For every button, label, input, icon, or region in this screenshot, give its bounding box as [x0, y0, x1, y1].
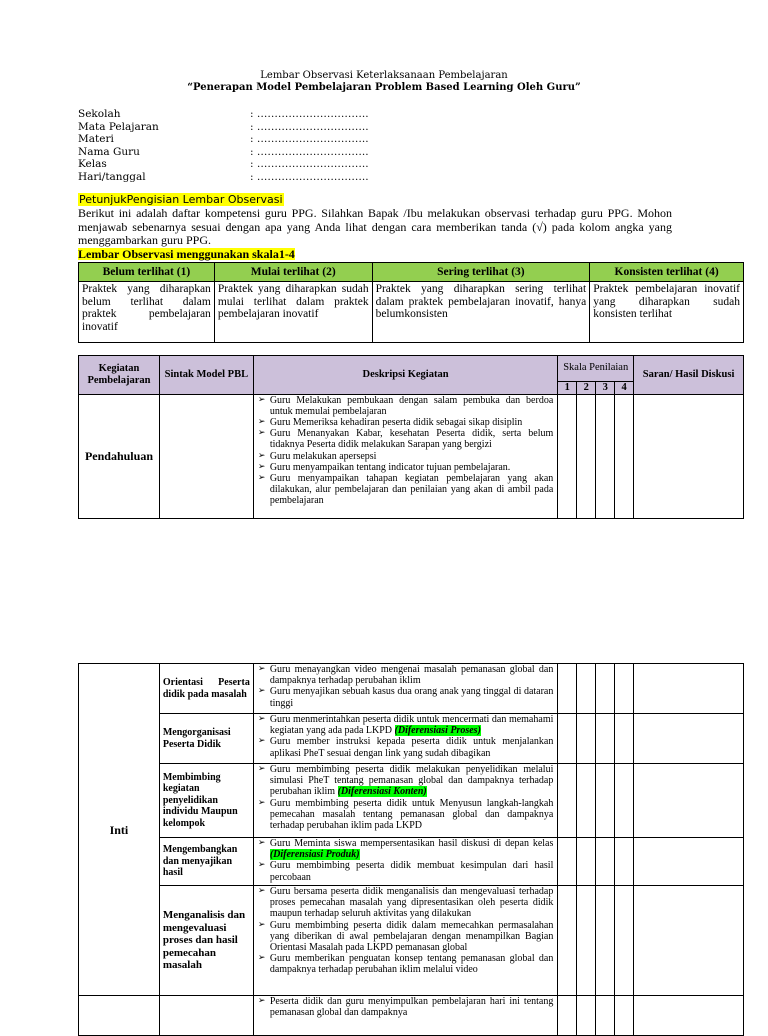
score-cell[interactable] [558, 764, 577, 838]
description-cell [253, 996, 558, 1036]
item-text: Guru memberikan penguatan konsep tentang pemanasan global dan dampaknya terhadap perubahan iklim melalui video [269, 953, 554, 976]
level-header-2: Mulai terlihat (2) [214, 263, 372, 282]
list-item: ➢ Guru Menanyakan Kabar, kesehatan Peserta didik, serta belum tidaknya Peserta didik melakukan Sarapan yang bergizi [256, 428, 553, 450]
score-cell[interactable] [596, 838, 615, 886]
score-cell[interactable] [596, 664, 615, 714]
sintak-cell [159, 996, 253, 1036]
level-desc-4: Praktek pembelajaran inovatif yang diharapkan sudah konsisten terlihat [590, 282, 744, 343]
document-title: Lembar Observasi Keterlaksanaan Pembelajaran [260, 70, 508, 81]
score-cell[interactable] [577, 838, 596, 886]
header-score-1: 1 [558, 382, 577, 395]
header-deskripsi: Deskripsi Kegiatan [253, 356, 557, 395]
level-header-4: Konsisten terlihat (4) [590, 263, 744, 282]
table-row [79, 714, 744, 764]
observation-table-inti [78, 663, 744, 1036]
score-cell[interactable] [615, 714, 634, 764]
header-sintak: Sintak Model PBL [159, 356, 253, 395]
field-blank: : ………………………….. [250, 133, 369, 145]
description-cell [253, 394, 557, 518]
field-blank: : ………………………….. [250, 120, 369, 133]
step-membimbing: Membimbing kegiatan penyelidikan individu Maupun kelompok [159, 764, 253, 838]
list-item [256, 714, 554, 736]
header-score-4: 4 [615, 382, 634, 395]
table-row [79, 886, 744, 996]
score-cell[interactable] [615, 664, 634, 714]
list-item [256, 953, 554, 975]
score-cell[interactable] [596, 764, 615, 838]
field-mata-pelajaran [78, 121, 369, 134]
document-subtitle: “Penerapan Model Pembelajaran Problem Based Learning Oleh Guru” [187, 82, 581, 93]
step-mengembangkan: Mengembangkan dan menyajikan hasil [159, 838, 253, 886]
field-blank: : ………………………….. [250, 145, 369, 158]
field-blank: : ………………………….. [250, 108, 369, 120]
table-row [79, 996, 744, 1036]
field-label: Hari/tanggal [78, 170, 146, 183]
score-cell[interactable] [615, 996, 634, 1036]
score-cell[interactable] [615, 394, 634, 518]
phase-pendahuluan: Pendahuluan [79, 394, 160, 518]
differentiation-tag: (Diferensiasi Konten) [337, 786, 427, 798]
level-header-3: Sering terlihat (3) [372, 263, 590, 282]
list-item [256, 860, 554, 882]
list-item [256, 798, 554, 832]
list-item [256, 764, 554, 798]
score-cell[interactable] [558, 996, 577, 1036]
item-text: Guru member instruksi kepada peserta didik untuk menjalankan aplikasi PheT sesuai dengan link yang sudah dibagikan [269, 736, 554, 759]
list-item: ➢ Guru menyampaikan tahapan kegiatan pembelajaran yang akan dilakukan, alur pembelajaran dan penilaian yang akan di ambil pada pembelajaran [256, 473, 553, 507]
score-cell[interactable] [596, 714, 615, 764]
item-text: Guru membimbing peserta didik membuat kesimpulan dari hasil percobaan [269, 860, 554, 883]
score-cell[interactable] [577, 886, 596, 996]
field-hari-tanggal [78, 171, 369, 184]
score-cell[interactable] [615, 764, 634, 838]
description-cell [253, 764, 558, 838]
header-score-3: 3 [596, 382, 615, 395]
item-text: Guru membimbing peserta didik dalam memecahkan permasalahan yang diberikan di awal pembelajaran dengan menampilkan Bagian Orientasi Masalah pada LKPD pemanasan global [269, 919, 554, 954]
table-row [79, 664, 744, 714]
item-text: Guru membimbing peserta didik melakukan penyelidikan melalui simulasi PheT tentang pemanasan global dan dampaknya terhadap perubahan iklim [269, 764, 554, 798]
header-kegiatan: Kegiatan Pembelajaran [79, 356, 160, 395]
field-label: Nama Guru [78, 145, 140, 158]
field-nama-guru [78, 146, 369, 159]
sintak-cell [159, 394, 253, 518]
field-materi [78, 133, 369, 146]
phase-cell [79, 996, 160, 1036]
field-label: Materi [78, 133, 114, 145]
score-cell[interactable] [615, 886, 634, 996]
field-label: Mata Pelajaran [78, 120, 159, 133]
description-cell [253, 886, 558, 996]
level-desc-1: Praktek yang diharapkan belum terlihat dalam praktek pembelajaran inovatif [79, 282, 215, 343]
level-header-1: Belum terlihat (1) [79, 263, 215, 282]
item-text: Guru membimbing peserta didik untuk Menyusun langkah-langkah pemecahan masalah tentang pemanasan global dan dampaknya terhadap perubahan iklim pada LKPD [269, 797, 554, 832]
score-cell[interactable] [596, 394, 615, 518]
field-kelas [78, 158, 369, 171]
score-cell[interactable] [577, 664, 596, 714]
table-row [79, 394, 744, 518]
list-item: ➢ Guru menyampaikan tentang indicator tujuan pembelajaran. [256, 462, 553, 473]
scale-levels-table [78, 262, 744, 343]
list-item: ➢ Guru Memeriksa kehadiran peserta didik sebagai sikap disiplin [256, 417, 553, 428]
list-item [256, 838, 554, 860]
list-item [256, 736, 554, 758]
item-text: Guru menayangkan video mengenai masalah pemanasan global dan dampaknya terhadap perubahan iklim [269, 664, 554, 687]
saran-cell[interactable] [634, 764, 744, 838]
instructions-heading: PetunjukPengisian Lembar Observasi [79, 193, 283, 206]
description-cell [253, 714, 558, 764]
description-cell [253, 664, 558, 714]
header-saran: Saran/ Hasil Diskusi [634, 356, 744, 395]
list-item: ➢ Guru Melakukan pembukaan dengan salam pembuka dan berdoa untuk memulai pembelajaran [256, 395, 553, 417]
saran-cell[interactable] [634, 996, 744, 1036]
level-desc-3: Praktek yang diharapkan sering terlihat dalam praktek pembelajaran inovatif, hanya belumkonsisten [372, 282, 590, 343]
field-blank: : ………………………….. [250, 170, 369, 183]
item-text: Guru menmerintahkan peserta didik untuk mencermati dan memahami kegiatan yang ada pada LKPD [269, 714, 554, 737]
score-cell[interactable] [577, 764, 596, 838]
saran-cell[interactable] [634, 714, 744, 764]
identity-fields [78, 108, 369, 183]
score-cell[interactable] [596, 996, 615, 1036]
item-text: Guru bersama peserta didik menganalisis dan mengevaluasi terhadap proses pemecahan masalah yang dipresentasikan oleh peserta didik maupun terhadap seluruh aktivitas yang dilakukan [269, 886, 554, 920]
score-cell[interactable] [577, 714, 596, 764]
level-desc-2: Praktek yang diharapkan sudah mulai terlihat dalam praktek pembelajaran inovatif [214, 282, 372, 343]
item-text: Guru menyajikan sebuah kasus dua orang anak yang tinggal di dataran tinggi [269, 686, 554, 709]
list-item [256, 664, 554, 686]
score-cell[interactable] [558, 714, 577, 764]
field-sekolah [78, 108, 369, 121]
step-mengorganisasi: Mengorganisasi Peserta Didik [159, 714, 253, 764]
list-item [256, 886, 554, 920]
scale-label: Lembar Observasi menggunakan skala1-4 [78, 247, 295, 261]
observation-table-pendahuluan [78, 355, 744, 519]
item-text: Guru Meminta siswa mempersentasikan hasil diskusi di depan kelas [269, 838, 554, 849]
differentiation-tag: (Diferensiasi Proses) [394, 725, 481, 737]
list-item: ➢ Guru melakukan apersepsi [256, 451, 553, 462]
saran-cell[interactable] [634, 394, 744, 518]
field-blank: : ………………………….. [250, 158, 369, 170]
list-item [256, 686, 554, 708]
phase-inti: Inti [79, 664, 160, 996]
score-cell[interactable] [558, 886, 577, 996]
score-cell[interactable] [558, 664, 577, 714]
header-skala: Skala Penilaian [558, 356, 634, 382]
saran-cell[interactable] [634, 664, 744, 714]
description-cell [253, 838, 558, 886]
list-item: ➢ Peserta didik dan guru menyimpulkan pembelajaran hari ini tentang pemanasan global dan dampaknya [256, 996, 554, 1018]
saran-cell[interactable] [634, 838, 744, 886]
score-cell[interactable] [558, 394, 577, 518]
table-row [79, 838, 744, 886]
instructions-text: Berikut ini adalah daftar kompetensi guru PPG. Silahkan Bapak /Ibu melakukan observasi terhadap guru PPG. Mohon menjawab sebenarnya sesuai dengan apa yang Anda lihat dengan cara memberikan tanda (√) pada kolom angka yang menggambarkan guru PPG. [78, 206, 672, 247]
score-cell[interactable] [577, 394, 596, 518]
score-cell[interactable] [558, 838, 577, 886]
score-cell[interactable] [596, 886, 615, 996]
list-item [256, 920, 554, 954]
saran-cell[interactable] [634, 886, 744, 996]
field-label: Sekolah [78, 108, 121, 120]
step-menganalisis: Menganalisis dan mengevaluasi proses dan hasil pemecahan masalah [159, 886, 253, 996]
field-label: Kelas [78, 158, 107, 170]
table-row [79, 764, 744, 838]
step-orientasi: Orientasi Peserta didik pada masalah [159, 664, 253, 714]
score-cell[interactable] [615, 838, 634, 886]
differentiation-tag: (Diferensiasi Produk) [269, 849, 360, 861]
score-cell[interactable] [577, 996, 596, 1036]
header-score-2: 2 [577, 382, 596, 395]
